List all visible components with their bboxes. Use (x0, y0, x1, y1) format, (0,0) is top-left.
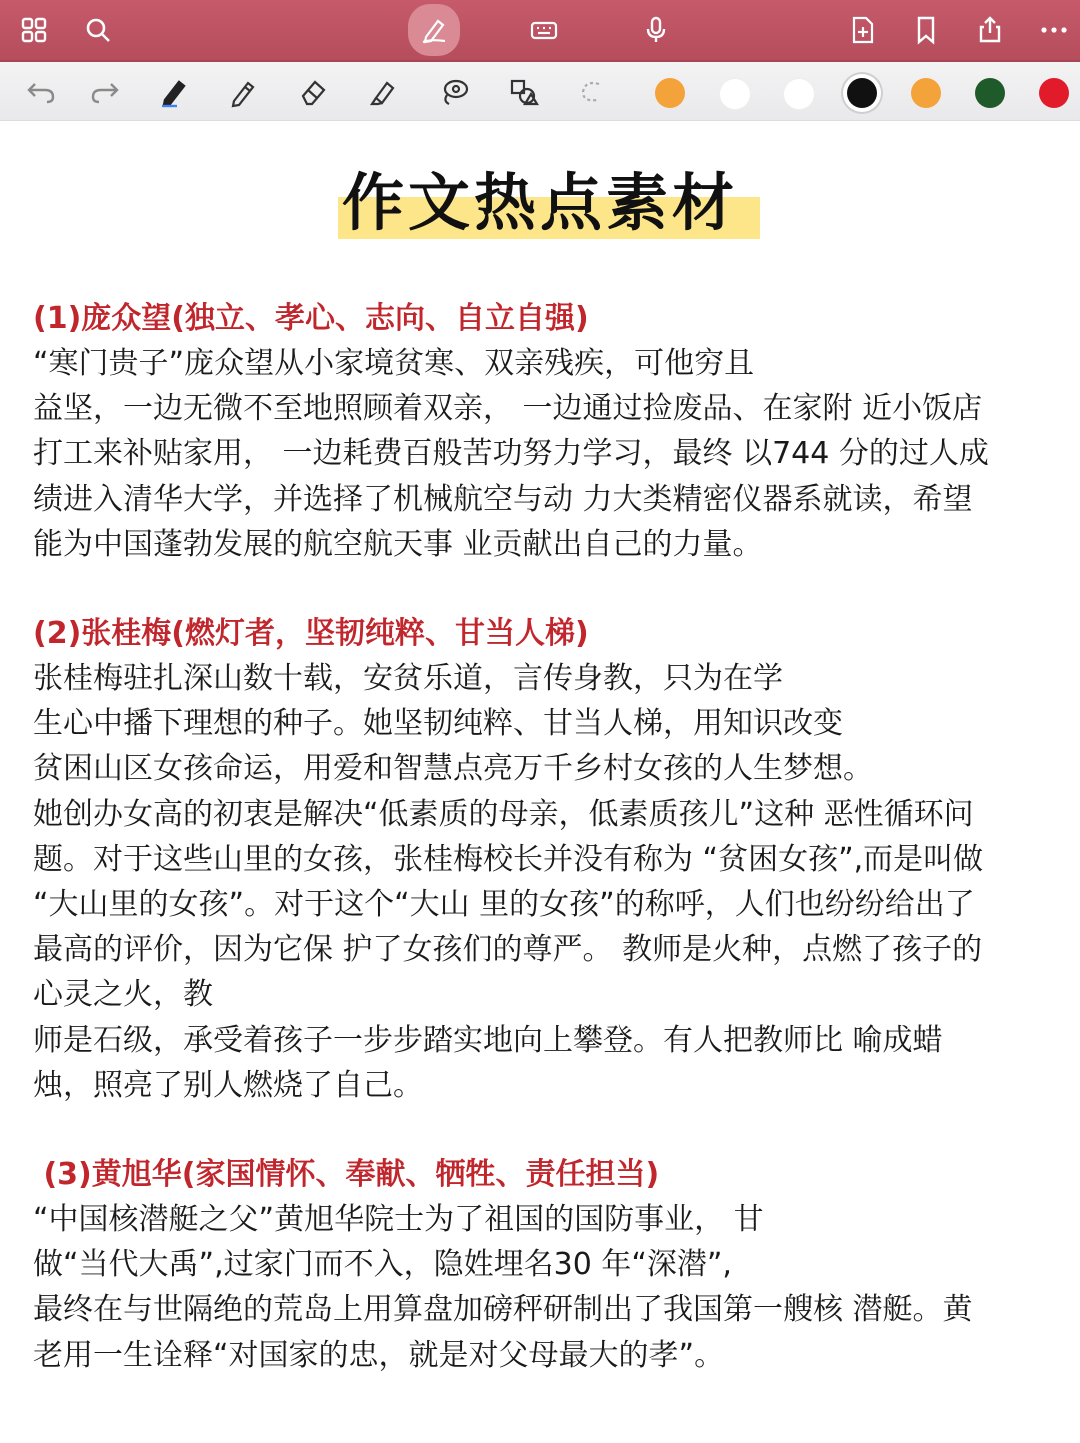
pen-mode-icon[interactable] (408, 4, 460, 56)
text-line: 心灵之火，教 (33, 977, 213, 1013)
color-swatch-white-2[interactable] (783, 78, 815, 110)
laser-icon[interactable] (572, 74, 610, 110)
search-icon[interactable] (78, 10, 118, 50)
section-heading: (1)庞众望(独立、孝心、志向、自立自强) (33, 301, 589, 336)
essay-content (33, 296, 1063, 1378)
color-swatch-red[interactable] (1039, 78, 1069, 108)
text-line: 益坚，一边无微不至地照顾着双亲， 一边通过捡废品、在家附 近小饭店 (33, 391, 983, 427)
top-toolbar (0, 0, 1080, 62)
lasso-icon[interactable] (436, 74, 474, 110)
undo-icon[interactable] (22, 74, 60, 110)
text-line: 最终在与世隔绝的荒岛上用算盘加磅秤研制出了我国第一艘核 潜艇。黄 (33, 1292, 973, 1328)
text-line: 题。对于这些山里的女孩，张桂梅校长并没有称为 “贫困女孩”,而是叫做 (33, 841, 984, 877)
keyboard-icon[interactable] (524, 10, 564, 50)
text-line: “中国核潜艇之父”黄旭华院士为了祖国的国防事业， 甘 (33, 1202, 764, 1238)
section-huang-xuhua (33, 1152, 1063, 1378)
text-line: 她创办女高的初衷是解决“低素质的母亲，低素质孩儿”这种 恶性循环问 (33, 796, 974, 832)
text-line: 生心中播下理想的种子。她坚韧纯粹、甘当人梯，用知识改变 (33, 706, 843, 742)
eraser-icon[interactable] (294, 74, 332, 110)
page-title: 作文热点素材 (341, 166, 738, 239)
more-icon[interactable] (1034, 10, 1074, 50)
color-swatch-white[interactable] (719, 78, 751, 110)
section-heading: (2)张桂梅(燃灯者，坚韧纯粹、甘当人梯) (33, 616, 589, 652)
section-pang-zhongwang (33, 296, 1063, 567)
text-line: 张桂梅驻扎深山数十载，安贫乐道，言传身教，只为在学 (33, 661, 783, 697)
text-line: 绩进入清华大学，并选择了机械航空与动 力大类精密仪器系就读，希望 (33, 481, 973, 517)
add-page-icon[interactable] (842, 10, 882, 50)
text-line: 烛，照亮了别人燃烧了自己。 (33, 1067, 423, 1103)
section-heading: (3)黄旭华(家国情怀、奉献、牺牲、责任担当) (33, 1157, 660, 1193)
text-line: 能为中国蓬勃发展的航空航天事 业贡献出自己的力量。 (33, 526, 763, 562)
text-line: 最高的评价，因为它保 护了女孩们的尊严。 教师是火种，点燃了孩子的 (33, 932, 983, 968)
pencil-icon[interactable] (224, 74, 262, 110)
section-zhang-guimei (33, 611, 1063, 1108)
redo-icon[interactable] (86, 74, 124, 110)
bookmark-icon[interactable] (906, 10, 946, 50)
microphone-icon[interactable] (636, 10, 676, 50)
fountain-pen-icon[interactable] (154, 74, 192, 110)
title-wrapper (0, 168, 1080, 238)
color-swatch-green[interactable] (975, 78, 1005, 108)
text-line: 老用一生诠释“对国家的忠，就是对父母最大的孝”。 (33, 1337, 725, 1373)
text-line: “寒门贵子”庞众望从小家境贫寒、双亲残疾，可他穷且 (33, 346, 755, 381)
text-line: “大山里的女孩”。对于这个“大山 里的女孩”的称呼，人们也纷纷给出了 (33, 887, 975, 923)
text-line: 贫困山区女孩命运，用爱和智慧点亮万千乡村女孩的人生梦想。 (33, 751, 873, 787)
color-swatch-orange[interactable] (655, 78, 685, 108)
text-line: 做“当代大禹”,过家门而不入，隐姓埋名30 年“深潜”, (33, 1247, 732, 1283)
text-line: 师是石级，承受着孩子一步步踏实地向上攀登。有人把教师比 喻成蜡 (33, 1022, 943, 1058)
color-swatch-orange-2[interactable] (911, 78, 941, 108)
share-icon[interactable] (970, 10, 1010, 50)
shapes-icon[interactable] (504, 74, 542, 110)
color-swatch-black-selected[interactable] (847, 78, 877, 108)
text-line: 打工来补贴家用， 一边耗费百般苦功努力学习，最终 以744 分的过人成 (33, 436, 989, 472)
grid-icon[interactable] (14, 10, 54, 50)
highlighter-icon[interactable] (364, 74, 402, 110)
